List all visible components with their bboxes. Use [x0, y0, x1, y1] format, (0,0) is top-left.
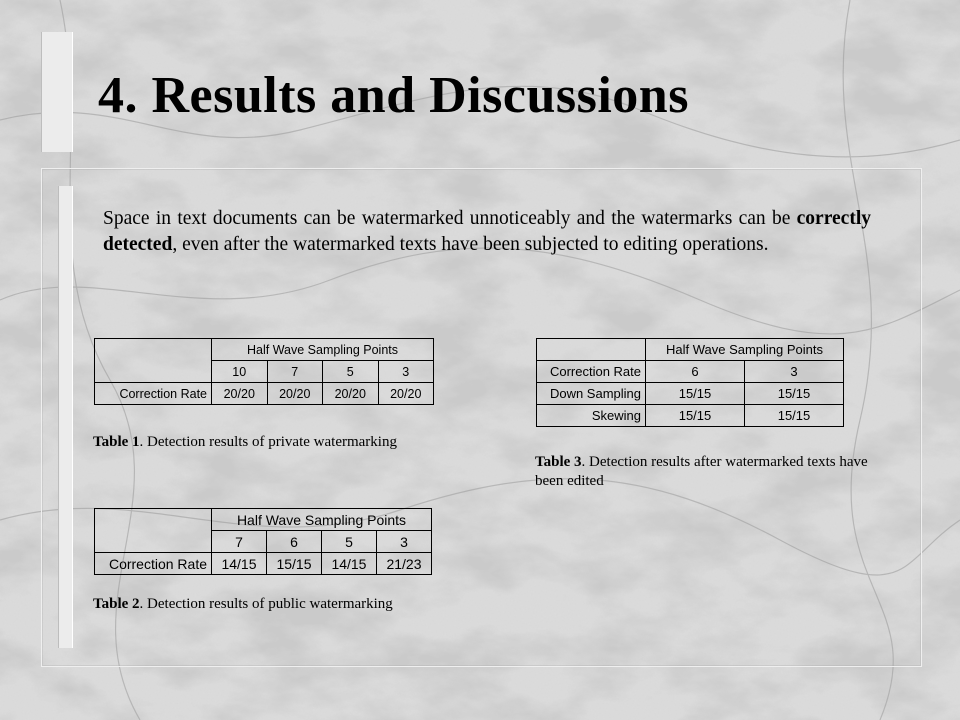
table-column-header: 6	[646, 361, 745, 383]
table-row	[95, 383, 434, 405]
table-column-header: 7	[212, 531, 267, 553]
intro-paragraph	[103, 206, 871, 258]
table-cell: 20/20	[323, 383, 379, 405]
table-cell: 14/15	[212, 553, 267, 575]
table-row	[537, 361, 844, 383]
table-2-caption	[93, 596, 393, 613]
table-cell: 20/20	[212, 383, 268, 405]
intro-text-1: Space in text documents can be watermarked unnoticeably and the watermarks can be	[103, 208, 797, 229]
table-row	[95, 509, 432, 531]
table-cell: 20/20	[378, 383, 434, 405]
caption-label: Table 2	[93, 596, 140, 612]
table-row-label: Correction Rate	[537, 361, 646, 383]
table-3-caption	[535, 453, 880, 491]
table-row	[537, 339, 844, 361]
table-cell: 20/20	[267, 383, 323, 405]
table-column-header: 3	[745, 361, 844, 383]
table-corner-cell	[95, 509, 212, 553]
caption-text: . Detection results of public watermarking	[139, 596, 393, 612]
table-row-label: Down Sampling	[537, 383, 646, 405]
intro-bold-text: correctly detected	[103, 208, 871, 255]
table-column-header: 10	[212, 361, 268, 383]
table-cell: 15/15	[646, 405, 745, 427]
table-row	[95, 553, 432, 575]
table-header: Half Wave Sampling Points	[646, 339, 844, 361]
title-accent-bar	[41, 32, 73, 152]
table-1	[94, 338, 434, 405]
table-3	[536, 338, 844, 427]
table-row	[95, 339, 434, 361]
caption-text: . Detection results after watermarked texts have been edited	[535, 454, 868, 489]
table-row-label: Correction Rate	[95, 553, 212, 575]
table-1-caption	[93, 434, 397, 451]
table-column-header: 3	[376, 531, 431, 553]
table-corner-cell	[537, 339, 646, 361]
table-cell: 14/15	[321, 553, 376, 575]
caption-label: Table 1	[93, 434, 140, 450]
table-row	[537, 405, 844, 427]
table-column-header: 5	[323, 361, 379, 383]
table-column-header: 7	[267, 361, 323, 383]
table-2	[94, 508, 432, 575]
table-cell: 15/15	[266, 553, 321, 575]
table-column-header: 3	[378, 361, 434, 383]
table-row-label: Correction Rate	[95, 383, 212, 405]
caption-text: . Detection results of private watermarking	[139, 434, 397, 450]
table-cell: 15/15	[646, 383, 745, 405]
table-corner-cell	[95, 339, 212, 383]
table-row-label: Skewing	[537, 405, 646, 427]
caption-label: Table 3	[535, 454, 582, 470]
table-cell: 21/23	[376, 553, 431, 575]
table-header: Half Wave Sampling Points	[212, 509, 432, 531]
table-row	[537, 383, 844, 405]
intro-text-2: , even after the watermarked texts have been subjected to editing operations.	[172, 234, 769, 255]
table-header: Half Wave Sampling Points	[212, 339, 434, 361]
table-column-header: 6	[266, 531, 321, 553]
table-cell: 15/15	[745, 405, 844, 427]
slide-title: 4. Results and Discussions	[98, 67, 689, 124]
table-cell: 15/15	[745, 383, 844, 405]
table-column-header: 5	[321, 531, 376, 553]
